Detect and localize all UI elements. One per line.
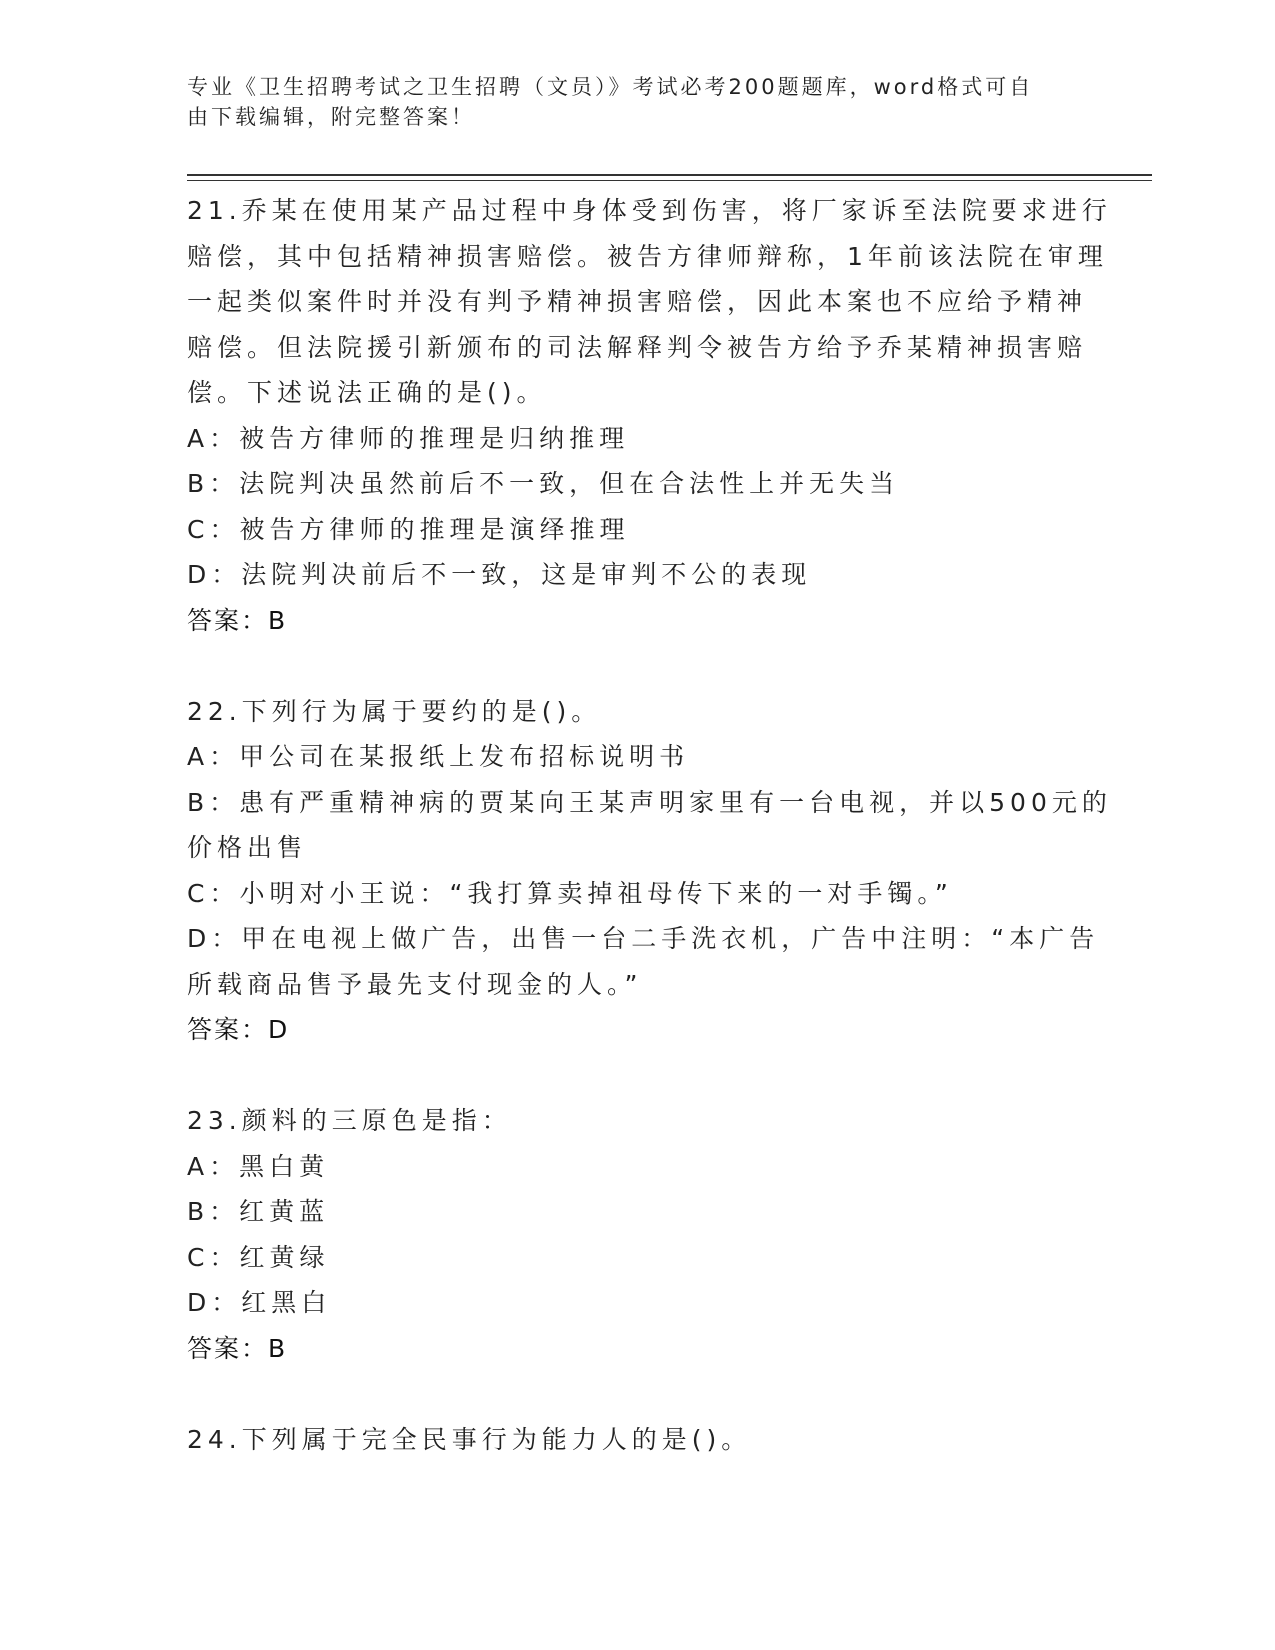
header-divider-thick [187, 174, 1152, 176]
option-b: B：患有严重精神病的贾某向王某声明家里有一台电视，并以500元的 [187, 787, 1112, 817]
option-d-continued: 所载商品售予最先支付现金的人。” [187, 969, 643, 999]
option-d: D：法院判决前后不一致，这是审判不公的表现 [187, 560, 812, 589]
question-spacer [187, 1371, 1087, 1417]
option-b: B：红黄蓝 [187, 1197, 330, 1226]
question-stem-line: 赔偿。但法院援引新颁布的司法解释判令被告方给予乔某精神损害赔 [187, 332, 1088, 362]
header-divider-thin [187, 180, 1152, 181]
header-line-1: 专业《卫生招聘考试之卫生招聘（文员）》考试必考200题题库，word格式可自 [187, 75, 1034, 99]
question-list [187, 188, 1112, 1462]
option-c: C：被告方律师的推理是演绎推理 [187, 514, 630, 544]
option-d: D：甲在电视上做广告，出售一台二手洗衣机，广告中注明：“本广告 [187, 924, 1100, 953]
option-a: A：甲公司在某报纸上发布招标说明书 [187, 742, 690, 771]
option-c: C：红黄绿 [187, 1242, 330, 1272]
answer-line: 答案：B [187, 605, 288, 635]
question-stem-line: 赔偿，其中包括精神损害赔偿。被告方律师辩称，1年前该法院在审理 [187, 241, 1108, 271]
option-c: C：小明对小王说：“我打算卖掉祖母传下来的一对手镯。” [187, 878, 953, 908]
question-spacer [187, 643, 1087, 689]
question-21 [187, 188, 1112, 643]
answer-line: 答案：D [187, 1015, 290, 1044]
question-stem-line: 24.下列属于完全民事行为能力人的是()。 [187, 1424, 752, 1454]
question-23 [187, 1098, 1087, 1371]
question-stem-line: 偿。下述说法正确的是()。 [187, 378, 547, 407]
option-a: A：黑白黄 [187, 1151, 330, 1181]
question-spacer [187, 1053, 1087, 1099]
option-b: B：法院判决虽然前后不一致，但在合法性上并无失当 [187, 469, 900, 498]
document-header [187, 72, 1067, 132]
question-24 [187, 1417, 1087, 1463]
option-d: D：红黑白 [187, 1288, 332, 1317]
answer-line: 答案：B [187, 1333, 288, 1363]
option-a: A：被告方律师的推理是归纳推理 [187, 423, 630, 453]
question-stem-line: 21.乔某在使用某产品过程中身体受到伤害，将厂家诉至法院要求进行 [187, 196, 1112, 225]
question-stem-line: 一起类似案件时并没有判予精神损害赔偿，因此本案也不应给予精神 [187, 287, 1088, 316]
question-22 [187, 689, 1112, 1053]
header-line-2: 由下载编辑，附完整答案！ [187, 105, 475, 129]
option-b-continued: 价格出售 [187, 833, 308, 862]
question-stem-line: 22.下列行为属于要约的是()。 [187, 696, 602, 726]
question-stem-line: 23.颜料的三原色是指： [187, 1106, 512, 1135]
